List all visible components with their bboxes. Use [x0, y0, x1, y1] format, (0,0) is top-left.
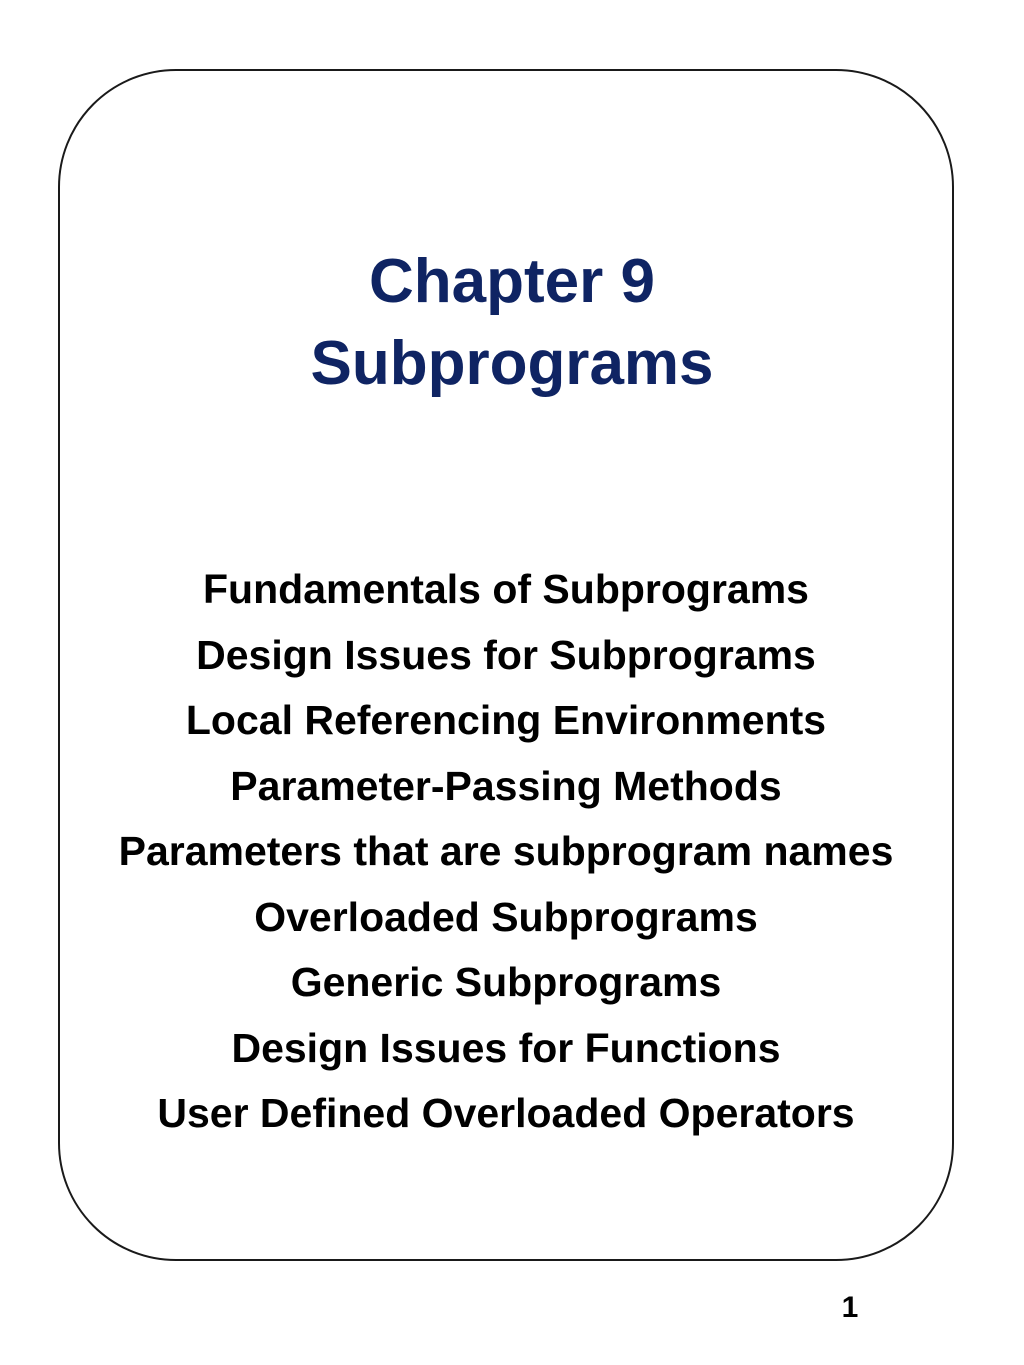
topic-item: Generic Subprograms — [290, 959, 722, 1005]
slide-title-line-2: Subprograms — [310, 329, 714, 398]
topic-item: Local Referencing Environments — [185, 697, 827, 743]
topic-item: Design Issues for Subprograms — [196, 631, 816, 678]
topic-item: Overloaded Subprograms — [254, 893, 758, 940]
page-number: 1 — [841, 1291, 859, 1324]
topic-item: Fundamentals of Subprograms — [203, 566, 809, 612]
topic-item: Design Issues for Functions — [231, 1024, 781, 1071]
topic-item: User Defined Overloaded Operators — [157, 1090, 855, 1136]
topic-list — [0, 557, 1012, 1147]
topic-item: Parameters that are subprogram names — [118, 828, 894, 874]
topic-item: Parameter-Passing Methods — [230, 762, 782, 809]
slide-title-line-1: Chapter 9 — [369, 247, 655, 316]
